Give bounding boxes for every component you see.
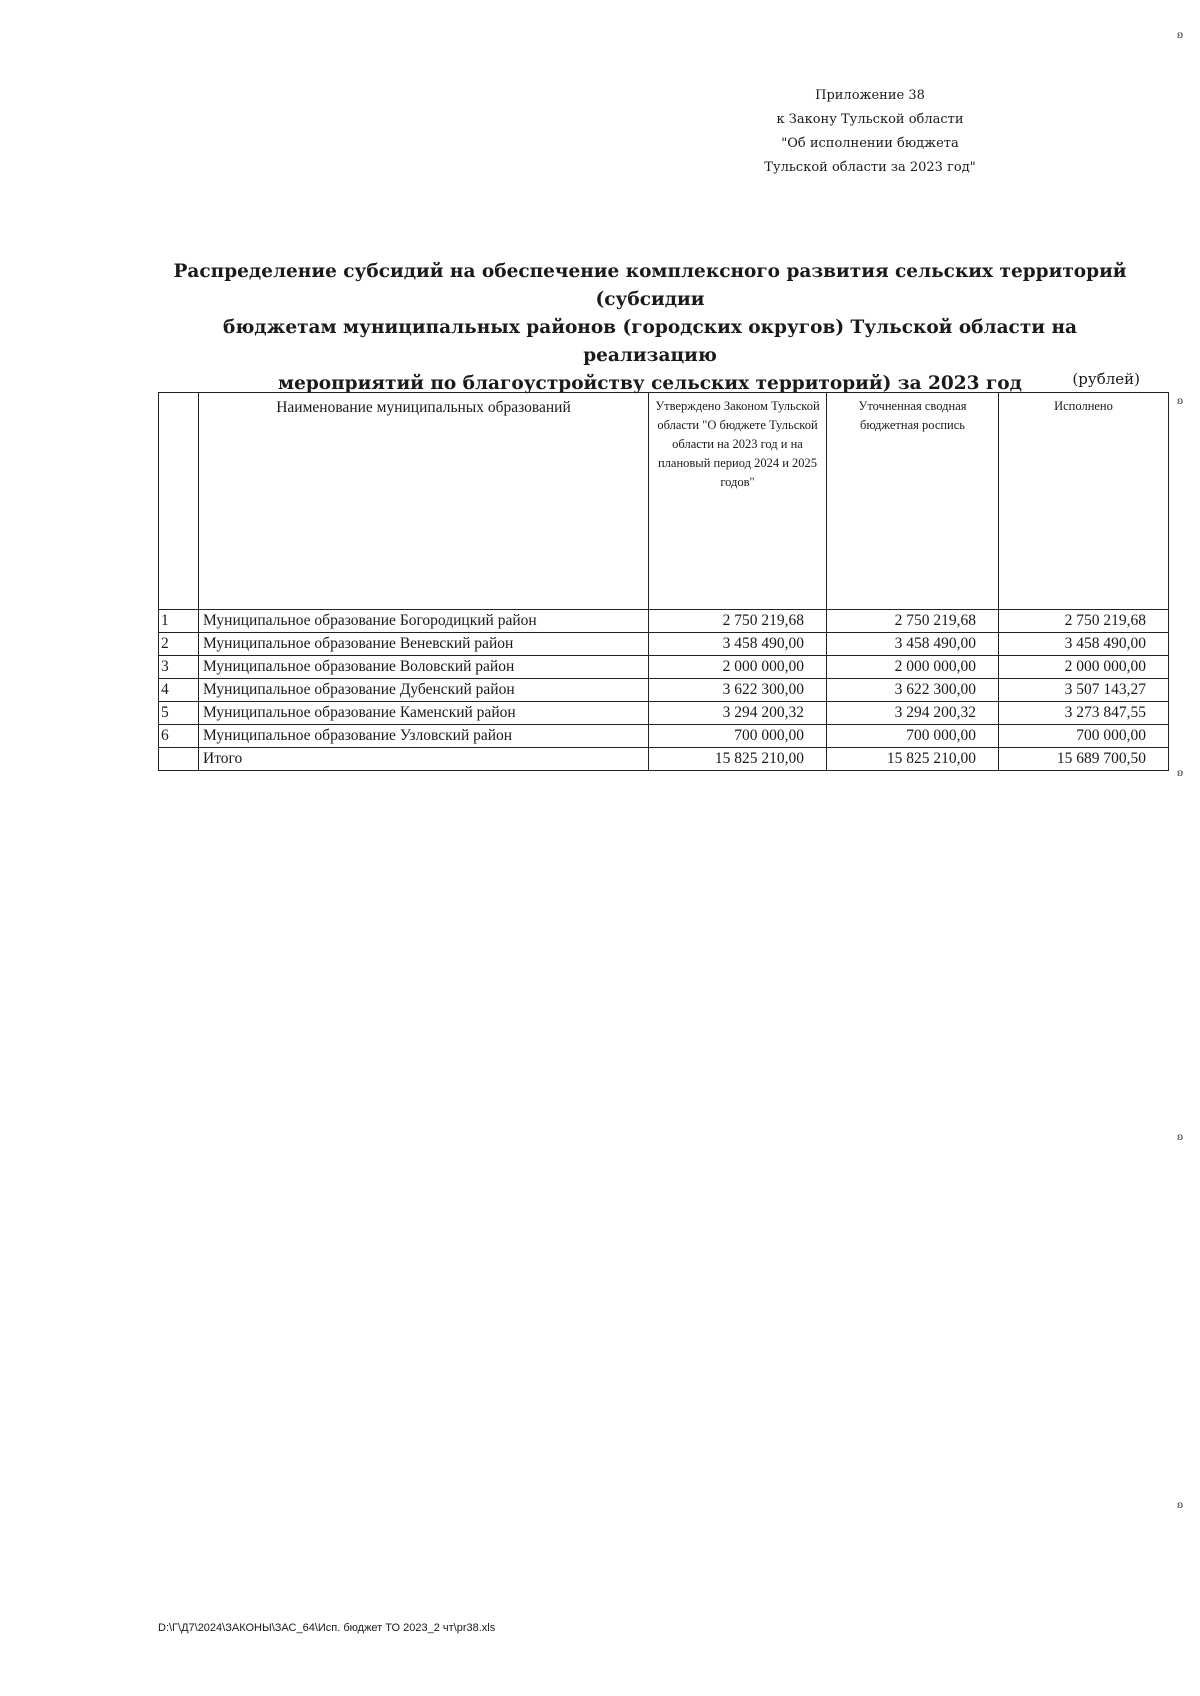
appendix-line-1: Приложение 38 [815,88,925,103]
appendix-block [740,84,1000,180]
document-title [170,258,1130,398]
row-approved: 2 000 000,00 [649,656,827,679]
appendix-line-4: Тульской области за 2023 год" [764,160,976,175]
row-executed: 2 750 219,68 [999,610,1169,633]
appendix-line-2: к Закону Тульской области [776,112,964,127]
row-name: Муниципальное образование Каменский район [199,702,649,725]
table-row [159,679,1169,702]
row-name: Муниципальное образование Богородицкий район [199,610,649,633]
total-label: Итого [199,748,649,771]
row-approved: 700 000,00 [649,725,827,748]
row-executed: 3 273 847,55 [999,702,1169,725]
row-executed: 700 000,00 [999,725,1169,748]
title-line-3: мероприятий по благоустройству сельских территорий) за 2023 год [278,373,1022,394]
table-row [159,725,1169,748]
row-revised: 2 750 219,68 [827,610,999,633]
row-executed: 3 458 490,00 [999,633,1169,656]
appendix-line-3: "Об исполнении бюджета [781,136,959,151]
header-approved: Утверждено Законом Тульской области "О бюджете Тульской области на 2023 год и на плановый период 2024 и 2025 годов" [649,393,827,610]
row-approved: 3 294 200,32 [649,702,827,725]
total-number [159,748,199,771]
row-executed: 3 507 143,27 [999,679,1169,702]
margin-mark: ʚ [1177,768,1184,779]
row-number: 1 [159,610,199,633]
row-number: 2 [159,633,199,656]
title-line-1: Распределение субсидий на обеспечение комплексного развития сельских территорий (субсидии [173,261,1127,310]
table-row [159,656,1169,679]
row-revised: 3 458 490,00 [827,633,999,656]
total-revised: 15 825 210,00 [827,748,999,771]
row-revised: 3 294 200,32 [827,702,999,725]
row-number: 6 [159,725,199,748]
row-number: 5 [159,702,199,725]
header-name: Наименование муниципальных образований [199,393,649,610]
table-total-row [159,748,1169,771]
margin-mark: ʚ [1177,1132,1184,1143]
row-number: 3 [159,656,199,679]
header-number [159,393,199,610]
title-line-2: бюджетам муниципальных районов (городских округов) Тульской области на реализацию [223,317,1077,366]
table-header-row [159,393,1169,610]
table-row [159,610,1169,633]
row-revised: 2 000 000,00 [827,656,999,679]
table-row [159,702,1169,725]
row-approved: 3 458 490,00 [649,633,827,656]
row-name: Муниципальное образование Дубенский район [199,679,649,702]
margin-mark: ʚ [1177,1500,1184,1511]
subsidy-table [158,392,1169,771]
row-approved: 3 622 300,00 [649,679,827,702]
file-path-footer: D:\Г\Д7\2024\ЗАКОНЫ\ЗАС_64\Исп. бюджет ТО 2023_2 чт\pr38.xls [158,1622,496,1634]
row-revised: 3 622 300,00 [827,679,999,702]
row-number: 4 [159,679,199,702]
row-executed: 2 000 000,00 [999,656,1169,679]
header-revised: Уточненная сводная бюджетная роспись [827,393,999,610]
row-revised: 700 000,00 [827,725,999,748]
table-row [159,633,1169,656]
row-approved: 2 750 219,68 [649,610,827,633]
row-name: Муниципальное образование Воловский район [199,656,649,679]
margin-mark: ʚ [1177,30,1184,41]
total-approved: 15 825 210,00 [649,748,827,771]
row-name: Муниципальное образование Узловский район [199,725,649,748]
margin-mark: ʚ [1177,396,1184,407]
currency-unit: (рублей) [1072,370,1140,388]
total-executed: 15 689 700,50 [999,748,1169,771]
row-name: Муниципальное образование Веневский район [199,633,649,656]
header-executed: Исполнено [999,393,1169,610]
